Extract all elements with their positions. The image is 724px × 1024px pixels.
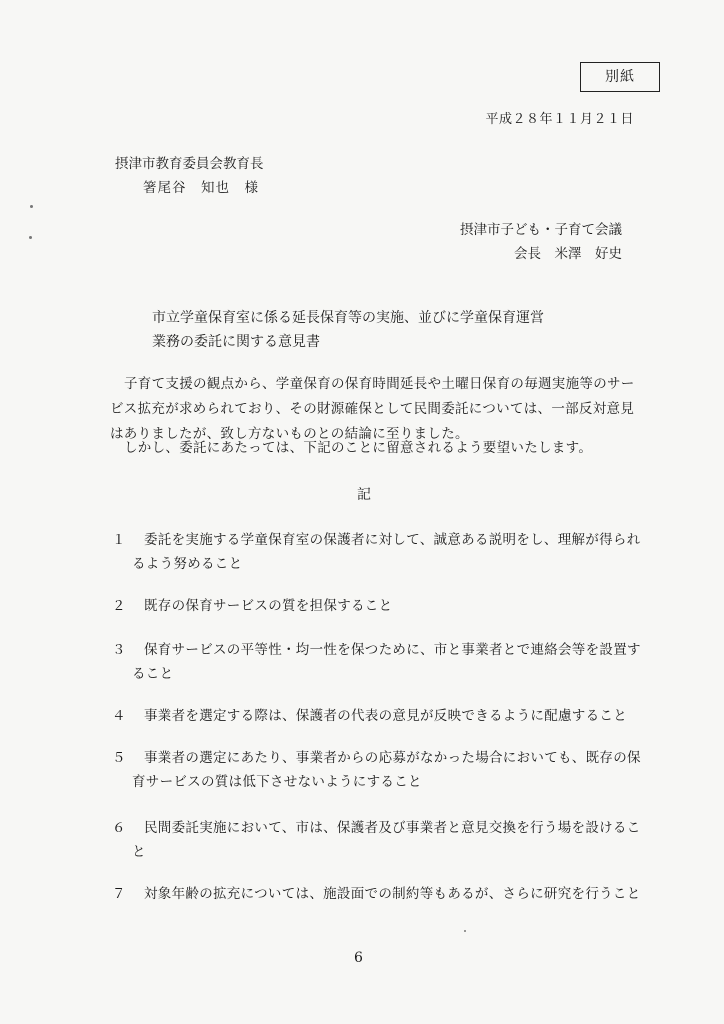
item-text: 民間委託実施において、市は、保護者及び事業者と意見交換を行う場を設けること: [132, 820, 641, 860]
item-number: ７: [112, 886, 126, 902]
item-number: ５: [112, 750, 126, 766]
item-text: 委託を実施する学童保育室の保護者に対して、誠意ある説明をし、理解が得られるよう努めること: [132, 532, 641, 572]
item-text: 事業者を選定する際は、保護者の代表の意見が反映できるように配慮すること: [144, 708, 627, 724]
addressee-name: 箸尾谷 知也 様: [143, 180, 259, 196]
item-number: ４: [112, 708, 126, 724]
list-item: [112, 882, 642, 906]
list-item: [112, 746, 642, 794]
list-item: [112, 638, 642, 686]
list-item: [112, 816, 642, 864]
scan-speck: [30, 205, 33, 208]
addressee-org: 摂津市教育委員会教育長: [115, 156, 264, 172]
sender-org: 摂津市子ども・子育て会議: [460, 222, 622, 238]
scan-speck: [29, 236, 32, 239]
attachment-label: 別紙: [580, 62, 660, 92]
ki-heading: 記: [357, 487, 371, 503]
addressee-block: [115, 152, 264, 200]
sender-name: 会長 米澤 好史: [514, 246, 622, 262]
list-item: [112, 704, 642, 728]
title-line-2: 業務の委託に関する意見書: [152, 334, 320, 350]
item-text: 保育サービスの平等性・均一性を保つために、市と事業者とで連絡会等を設置すること: [132, 642, 641, 682]
body-paragraph-1: 子育て支援の観点から、学童保育の保育時間延長や土曜日保育の毎週実施等のサービス拡充が求められており、その財源確保として民間委託については、一部反対意見はありましたが、致し方ないものとの結論に至りました。: [110, 376, 635, 442]
item-number: ３: [112, 642, 126, 658]
title-line-1: 市立学童保育室に係る延長保育等の実施、並びに学童保育運営: [152, 310, 544, 326]
item-text: 対象年齢の拡充については、施設面での制約等もあるが、さらに研究を行うこと: [144, 886, 641, 902]
list-item: [112, 528, 642, 576]
item-text: 既存の保育サービスの質を担保すること: [144, 598, 393, 614]
page-number: 6: [354, 950, 363, 966]
document-date: 平成２８年１１月２１日: [485, 112, 634, 127]
item-number: １: [112, 532, 126, 548]
sender-block: [460, 218, 622, 266]
document-title: [152, 306, 544, 354]
list-item: [112, 594, 642, 618]
item-number: ６: [112, 820, 126, 836]
item-number: ２: [112, 598, 126, 614]
scan-speck: [464, 930, 466, 932]
body-paragraph-2: しかし、委託にあたっては、下記のことに留意されるよう要望いたします。: [124, 440, 593, 456]
item-text: 事業者の選定にあたり、事業者からの応募がなかった場合においても、既存の保育サービスの質は低下させないようにすること: [132, 750, 641, 790]
